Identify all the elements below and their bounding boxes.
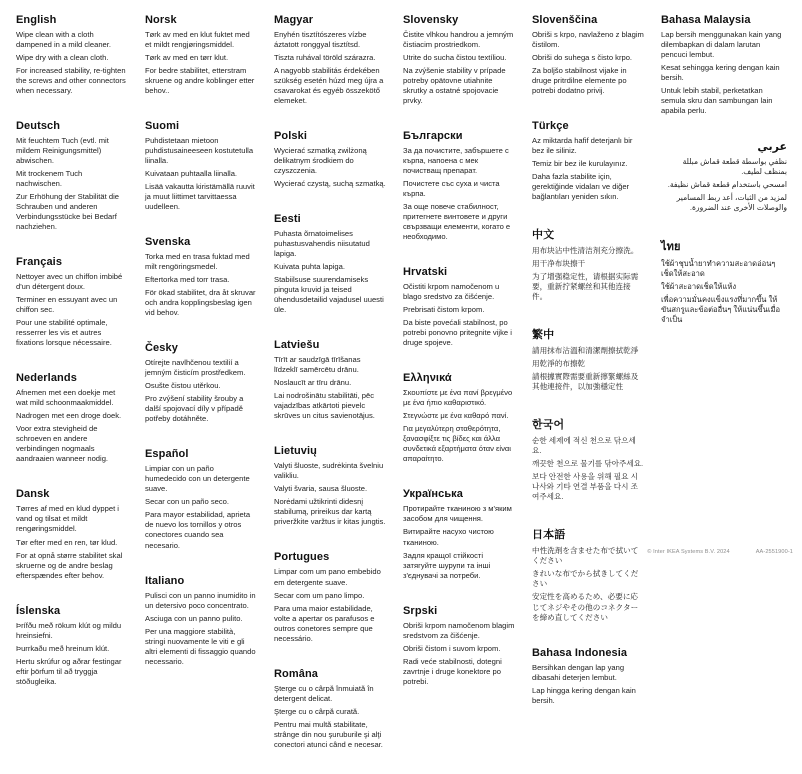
instruction-paragraph: Bersihkan dengan lap yang dibasahi deterjen lembut. bbox=[532, 662, 625, 682]
instruction-paragraph: Şterge cu o cârpă curată. bbox=[274, 706, 360, 716]
language-heading: Bahasa Indonesia bbox=[532, 646, 628, 659]
language-heading: Dansk bbox=[16, 488, 50, 501]
instruction-paragraph: Mit feuchtem Tuch (evtl. mit mildem Reinigungsmittel) abwischen. bbox=[16, 136, 109, 166]
instruction-paragraph: Para mayor estabilidad, aprieta de nuevo los tornillos y otros conectores cuando sea necesario. bbox=[145, 510, 251, 550]
instruction-paragraph: Hertu skrúfur og aðrar festingar eftir þörfum til að tryggja stöðugleika. bbox=[16, 656, 122, 686]
instruction-paragraph: Secar com um pano limpo. bbox=[274, 590, 365, 600]
language-section bbox=[403, 266, 515, 348]
instruction-paragraph: Asciuga con un panno pulito. bbox=[145, 613, 243, 623]
language-heading: Türkçe bbox=[532, 120, 569, 133]
language-section bbox=[403, 605, 515, 687]
instruction-paragraph: Radi veće stabilnosti, dotegni zavrtnje i druge konektore po potrebi. bbox=[403, 656, 502, 686]
instruction-paragraph: Obriši do suhega s čisto krpo. bbox=[532, 53, 633, 63]
language-heading: 한국어 bbox=[532, 419, 565, 432]
instruction-paragraph: Utrite do sucha čistou textíliou. bbox=[403, 53, 507, 63]
instruction-paragraph: نظفي بواسطة قطعة قماش مبللة بمنظف لطيف. bbox=[682, 157, 787, 177]
instruction-paragraph: Obriši krpom namočenom blagim sredstvom za čišćenje. bbox=[403, 620, 515, 640]
instruction-paragraph: Pentru mai multă stabilitate, strânge din nou şuruburile şi alţi conectori atunci când e necesar. bbox=[274, 719, 383, 749]
instruction-paragraph: Wipe dry with a clean cloth. bbox=[16, 53, 109, 63]
instruction-paragraph: Para uma maior estabilidade, volte a apertar os parafusos e outros conetores sempre que necessário. bbox=[274, 603, 375, 643]
instruction-paragraph: เพื่อความมั่นคงแข็งแรงที่มากขึ้น ให้ขันสกรูและข้อต่ออื่นๆ ให้แน่นขึ้นเมื่อจำเป็น bbox=[661, 295, 781, 325]
language-section bbox=[16, 372, 128, 464]
language-section bbox=[145, 120, 257, 212]
instruction-paragraph: Secar con un paño seco. bbox=[145, 497, 230, 507]
language-section bbox=[532, 647, 644, 706]
language-section bbox=[661, 140, 787, 213]
instruction-paragraph: Torka med en trasa fuktad med milt rengöringsmedel. bbox=[145, 252, 250, 272]
language-column bbox=[403, 14, 515, 711]
instruction-paragraph: Zur Erhöhung der Stabilität die Schrauben und anderen Verbindungsstücke bei Bedarf nachziehen. bbox=[16, 192, 119, 232]
language-heading: Latviešu bbox=[274, 339, 320, 352]
instruction-paragraph: امسحي باستخدام قطعة قماش نظيفة. bbox=[667, 180, 787, 190]
instruction-paragraph: ใช้ผ้าชุบน้ำยาทำความสะอาดอ่อนๆ เช็ดให้สะอาด bbox=[661, 259, 776, 279]
language-section bbox=[16, 120, 128, 232]
language-section bbox=[145, 236, 257, 318]
language-heading: Lietuvių bbox=[274, 445, 317, 458]
instruction-paragraph: For at opnå større stabilitet skal skruerne og de andre beslag efterspændes efter behov. bbox=[16, 550, 123, 580]
instruction-paragraph: За още повече стабилност, притегнете винтовете и други свързващи елементи, когато е необходимо. bbox=[403, 202, 511, 242]
instruction-paragraph: Daha fazla stabilite için, gerektiğinde vidaları ve diğer bağlantıları yeniden sıkın. bbox=[532, 172, 630, 202]
language-section bbox=[532, 526, 644, 622]
instruction-paragraph: Limpiar con un paño humedecido con un detergente suave. bbox=[145, 464, 250, 494]
instruction-paragraph: Wycierać czystą, suchą szmatką. bbox=[274, 179, 386, 189]
instruction-paragraph: За да почистите, забършете с кърпа, напоена с мек почистващ препарат. bbox=[403, 146, 509, 176]
instruction-paragraph: Tør efter med en ren, tør klud. bbox=[16, 537, 118, 547]
instruction-paragraph: Tiszta ruhával töröld szárazra. bbox=[274, 53, 376, 63]
language-section bbox=[532, 226, 644, 302]
instruction-paragraph: Da biste povećali stabilnost, po potrebi ponovno pritegnite vijke i druge spojeve. bbox=[403, 318, 512, 348]
language-heading: Italiano bbox=[145, 574, 185, 587]
language-column bbox=[145, 14, 257, 691]
language-heading: English bbox=[16, 14, 57, 26]
language-heading: Nederlands bbox=[16, 372, 77, 385]
instruction-paragraph: Valyti šluoste, sudrėkinta švelniu valikliu. bbox=[274, 461, 384, 481]
instruction-paragraph: Протирайте тканиною з м'яким засобом для чищення. bbox=[403, 504, 512, 524]
instruction-paragraph: A nagyobb stabilitás érdekében szükség esetén húzd meg újra a csavarokat és egyéb összekötő elemeket. bbox=[274, 66, 384, 106]
language-section bbox=[274, 14, 386, 106]
instruction-paragraph: 순한 세제에 적신 천으로 닦으세요. bbox=[532, 436, 636, 456]
instruction-paragraph: Stabiilsuse suurendamiseks pinguta kruvid ja teised ühendusdetailid vajadusel uuesti üle. bbox=[274, 275, 384, 315]
instruction-paragraph: 請用抹布沾溫和清潔劑擦拭乾淨 bbox=[532, 346, 639, 356]
instruction-paragraph: Tørres af med en klud dyppet i vand og tilsat et mildt rengøringsmiddel. bbox=[16, 504, 119, 534]
language-section bbox=[532, 120, 644, 202]
language-heading: Româna bbox=[274, 667, 318, 680]
instruction-paragraph: Tørk av med en klut fuktet med et mildt rengjøringsmiddel. bbox=[145, 30, 250, 50]
instruction-paragraph: きれいな布でから拭きしてください bbox=[532, 569, 639, 589]
instruction-paragraph: Norėdami užtikrinti didesnį stabilumą, prireikus dar kartą priveržkite varžtus ir kitas jungtis. bbox=[274, 497, 386, 527]
language-heading: Česky bbox=[145, 342, 178, 355]
instruction-paragraph: Lisää vakautta kiristämällä ruuvit ja muut liittimet tarvittaessa uudelleen. bbox=[145, 182, 255, 212]
instruction-paragraph: Na zvýšenie stability v prípade potreby opätovne utiahnite skrutky a ostatné spojovacie prvky. bbox=[403, 66, 506, 106]
language-heading: Français bbox=[16, 256, 63, 269]
instruction-paragraph: Obriši s krpo, navlaženo z blagim čistilom. bbox=[532, 30, 644, 50]
instruction-paragraph: 为了增强稳定性，请根据实际需要，重新拧紧螺丝和其他连接件。 bbox=[532, 272, 639, 302]
language-heading: Norsk bbox=[145, 14, 177, 26]
instruction-paragraph: Afnemen met een doekje met wat mild schoonmaakmiddel. bbox=[16, 388, 116, 408]
instruction-paragraph: Otírejte navlhčenou textilií a jemným čisticím prostředkem. bbox=[145, 358, 246, 378]
language-heading: Slovenščina bbox=[532, 14, 598, 26]
instruction-paragraph: Þurrkaðu með hreinum klút. bbox=[16, 643, 110, 653]
instruction-paragraph: Kuivataan puhtaalla liinalla. bbox=[145, 169, 238, 179]
footer bbox=[647, 549, 793, 555]
language-heading: عربي bbox=[757, 141, 787, 154]
instruction-paragraph: 安定性を高めるため、必要に応じてネジやその他のコネクターを締め直してください bbox=[532, 592, 639, 622]
language-column bbox=[661, 14, 787, 349]
language-heading: Eesti bbox=[274, 213, 301, 226]
language-heading: 中文 bbox=[532, 229, 555, 242]
instruction-paragraph: Obriši čistom i suvom krpom. bbox=[403, 643, 501, 653]
language-section bbox=[403, 14, 515, 106]
instruction-paragraph: För ökad stabilitet, dra åt skruvar och andra kopplingsbeslag igen vid behov. bbox=[145, 288, 256, 318]
language-section bbox=[145, 14, 257, 96]
instruction-paragraph: Eftertorka med torr trasa. bbox=[145, 275, 230, 285]
language-section bbox=[16, 605, 128, 687]
language-section bbox=[274, 551, 386, 643]
language-column bbox=[532, 14, 644, 730]
language-section bbox=[145, 448, 257, 550]
language-heading: Български bbox=[403, 130, 463, 143]
language-section bbox=[532, 416, 644, 502]
instruction-paragraph: 請根據實際需要重新擰緊螺絲及其他連接件，以加強穩定性 bbox=[532, 372, 639, 392]
instruction-paragraph: ใช้ผ้าสะอาดเช็ดให้แห้ง bbox=[661, 282, 737, 292]
language-section bbox=[661, 237, 787, 325]
language-heading: Deutsch bbox=[16, 120, 61, 133]
instruction-paragraph: Wipe clean with a cloth dampened in a mild cleaner. bbox=[16, 30, 111, 50]
language-heading: Slovensky bbox=[403, 14, 459, 26]
instruction-paragraph: Očistiti krpom namočenom u blago sredstvo za čišćenje. bbox=[403, 282, 500, 302]
instruction-paragraph: Витирайте насухо чистою тканиною. bbox=[403, 527, 494, 547]
instruction-paragraph: Temiz bir bez ile kurulayınız. bbox=[532, 159, 628, 169]
instruction-paragraph: Pulisci con un panno inumidito in un detersivo poco concentrato. bbox=[145, 590, 256, 610]
language-section bbox=[403, 130, 515, 242]
language-heading: Suomi bbox=[145, 120, 180, 133]
language-heading: ไทย bbox=[661, 241, 681, 254]
instruction-paragraph: Mit trockenem Tuch nachwischen. bbox=[16, 169, 83, 189]
language-section bbox=[274, 668, 386, 750]
language-heading: Bahasa Malaysia bbox=[661, 14, 751, 26]
instruction-paragraph: 中性洗剤を含ませた布で拭いてください bbox=[532, 546, 639, 566]
instruction-paragraph: Kuivata puhta lapiga. bbox=[274, 262, 345, 272]
language-heading: Magyar bbox=[274, 14, 314, 26]
language-heading: Portugues bbox=[274, 551, 330, 564]
instruction-paragraph: Untuk lebih stabil, perketatkan semula skru dan sambungan lain apabila perlu. bbox=[661, 86, 773, 116]
language-section bbox=[16, 256, 128, 348]
instruction-paragraph: Prebrisati čistom krpom. bbox=[403, 305, 485, 315]
instruction-paragraph: Почистете със суха и чиста кърпа. bbox=[403, 179, 500, 199]
instruction-paragraph: 보다 안전한 사용을 위해 필요 시 나사와 기타 연결 부품을 다시 조여주세요. bbox=[532, 472, 638, 502]
instruction-paragraph: Limpar com um pano embebido em detergente suave. bbox=[274, 567, 381, 587]
instruction-paragraph: Az miktarda hafif deterjanlı bir bez ile siliniz. bbox=[532, 136, 633, 156]
language-section bbox=[274, 130, 386, 189]
instruction-paragraph: Valyti švaria, sausa šluoste. bbox=[274, 484, 368, 494]
language-section bbox=[532, 326, 644, 392]
language-heading: Hrvatski bbox=[403, 266, 448, 279]
language-heading: Українська bbox=[403, 488, 464, 501]
instruction-paragraph: 用布块沾中性清洁剂充分擦洗。 bbox=[532, 246, 639, 256]
language-section bbox=[661, 14, 787, 116]
instruction-paragraph: لمزيد من الثبات، أعد ربط المسامير والوصلات الأخرى عند الضرورة. bbox=[676, 193, 787, 213]
instruction-paragraph: Lai nodrošinātu stabilitāti, pēc vajadzības atkārtoti pievelc skrūves un citus savienotājus. bbox=[274, 391, 375, 421]
instruction-paragraph: Lap hingga kering dengan kain bersih. bbox=[532, 685, 636, 705]
language-section bbox=[403, 372, 515, 464]
instruction-paragraph: Þrífðu með rökum klút og mildu hreinsiefni. bbox=[16, 620, 122, 640]
language-section bbox=[145, 342, 257, 424]
instruction-paragraph: Şterge cu o cârpă înmuiată în detergent delicat. bbox=[274, 683, 374, 703]
instruction-paragraph: Osušte čistou utěrkou. bbox=[145, 381, 221, 391]
instruction-paragraph: Noslaucīt ar tīru drānu. bbox=[274, 378, 352, 388]
instruction-paragraph: 用干净布块擦干 bbox=[532, 259, 586, 269]
language-section bbox=[274, 339, 386, 421]
instruction-paragraph: Nadrogen met een droge doek. bbox=[16, 411, 122, 421]
instruction-paragraph: Per una maggiore stabilità, stringi nuovamente le viti e gli altri elementi di fissaggio quando necessario. bbox=[145, 626, 256, 666]
language-column bbox=[274, 14, 386, 774]
instruction-paragraph: Puhdistetaan mietoon puhdistusaineeseen kostutetulla liinalla. bbox=[145, 136, 254, 166]
language-section bbox=[532, 14, 644, 96]
instruction-paragraph: Wycierać szmatką zwilżoną delikatnym środkiem do czyszczenia. bbox=[274, 146, 367, 176]
instruction-paragraph: Lap bersih menggunakan kain yang dilembapkan di dalam larutan pencuci lembut. bbox=[661, 30, 782, 60]
instruction-paragraph: 깨끗한 천으로 물기를 닦아주세요. bbox=[532, 459, 644, 469]
instruction-paragraph: Για μεγαλύτερη σταθερότητα, ξανασφίξτε τις βίδες και άλλα συνδετικά εξαρτήματα όταν είναι απαραίτητο. bbox=[403, 424, 511, 464]
instruction-paragraph: Kesat sehingga kering dengan kain bersih. bbox=[661, 63, 780, 83]
instruction-paragraph: For increased stability, re-tighten the screws and other connectors when necessary. bbox=[16, 66, 126, 96]
language-heading: Español bbox=[145, 448, 189, 461]
language-heading: Íslenska bbox=[16, 604, 61, 617]
instruction-paragraph: Nettoyer avec un chiffon imbibé d'un détergent doux. bbox=[16, 272, 123, 292]
language-section bbox=[274, 213, 386, 315]
instruction-paragraph: For bedre stabilitet, etterstram skruene og andre koblinger etter behov.. bbox=[145, 66, 255, 96]
language-heading: Ελληνικά bbox=[403, 372, 452, 385]
instruction-paragraph: Puhasta õrnatoimelises puhastusvahendis niisutatud lapiga. bbox=[274, 229, 370, 259]
instruction-paragraph: 用乾淨的布擦乾 bbox=[532, 359, 586, 369]
language-section bbox=[145, 575, 257, 667]
language-heading: 日本語 bbox=[532, 529, 566, 542]
instruction-paragraph: Za boljšo stabilnost vijake in druge pritrdilne elemente po potrebi dodatno privij. bbox=[532, 66, 627, 96]
language-column bbox=[16, 14, 128, 711]
instruction-paragraph: Στεγνώστε με ένα καθαρό πανί. bbox=[403, 411, 509, 421]
language-columns bbox=[16, 14, 794, 774]
instruction-paragraph: Čistite vlhkou handrou a jemným čistiacim prostriedkom. bbox=[403, 30, 514, 50]
instruction-paragraph: Enyhén tisztítószeres vízbe áztatott ronggyal tisztítsd. bbox=[274, 30, 367, 50]
copyright-text: © Inter IKEA Systems B.V. 2024 bbox=[647, 549, 730, 555]
instruction-paragraph: Voor extra stevigheid de schroeven en andere verbindingen nogmaals aandraaien wanneer nodig. bbox=[16, 424, 109, 464]
instruction-paragraph: Terminer en essuyant avec un chiffon sec. bbox=[16, 295, 118, 315]
instruction-paragraph: Задля кращої стійкості затягуйте шурупи та інші з'єднувачі за потреби. bbox=[403, 550, 491, 580]
instruction-paragraph: Pro zvýšení stability šrouby a další spojovací díly v případě potřeby dotáhněte. bbox=[145, 394, 244, 424]
language-section bbox=[16, 14, 128, 96]
language-heading: Polski bbox=[274, 130, 308, 143]
instruction-paragraph: Tīrīt ar saudzīgā tīrīšanas līdzeklī samērcētu drānu. bbox=[274, 355, 361, 375]
language-heading: Svenska bbox=[145, 236, 191, 249]
document-number: AA-2551900-1 bbox=[755, 549, 793, 555]
language-heading: Srpski bbox=[403, 604, 438, 617]
language-section bbox=[274, 445, 386, 527]
instruction-paragraph: Pour une stabilité optimale, resserrer les vis et autres fixations lorsque nécessaire. bbox=[16, 318, 112, 348]
language-heading: 繁中 bbox=[532, 329, 555, 342]
instruction-paragraph: Tørk av med en tørr klut. bbox=[145, 53, 229, 63]
instruction-paragraph: Σκουπίστε με ένα πανί βρεγμένο με ένα ήπιο καθαριστικό. bbox=[403, 388, 513, 408]
